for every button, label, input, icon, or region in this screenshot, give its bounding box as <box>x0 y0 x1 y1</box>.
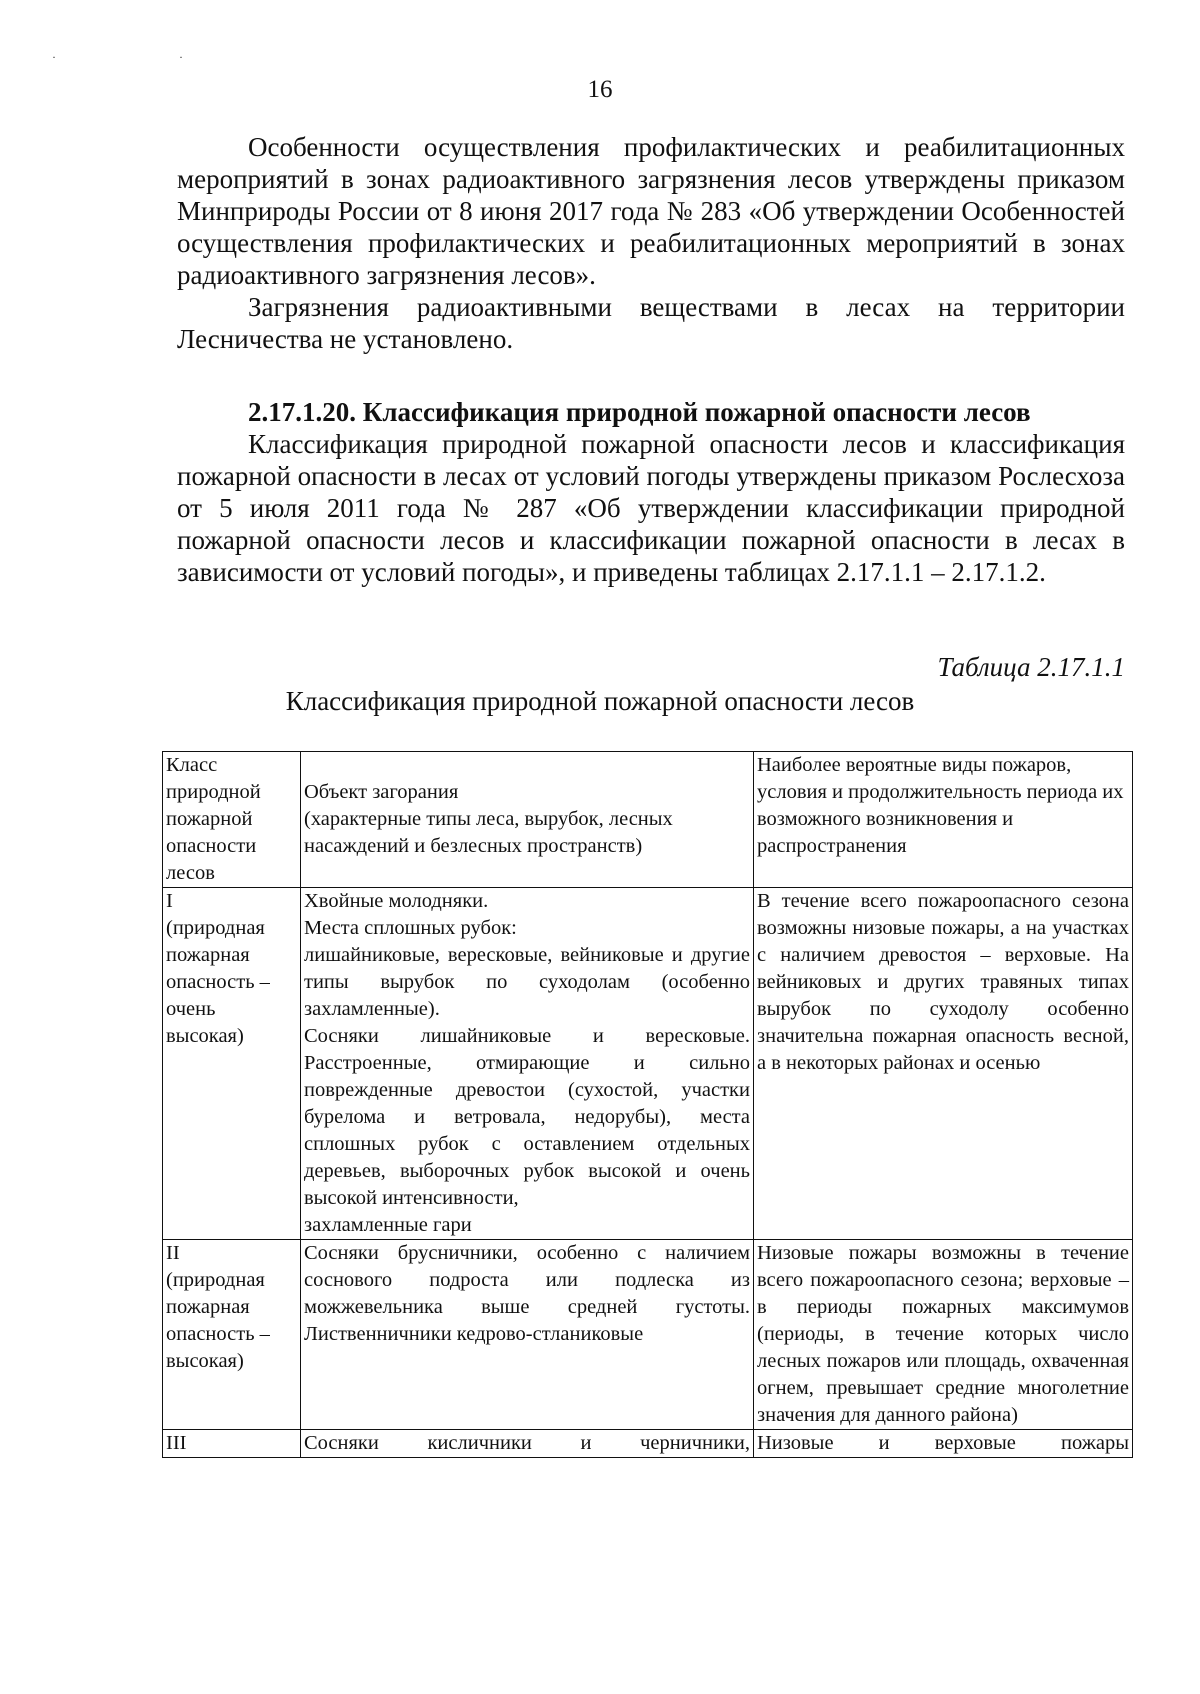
object-cell <box>301 1430 754 1458</box>
fire-types-cell <box>754 1430 1133 1458</box>
object-line: Места сплошных рубок: <box>304 917 517 939</box>
fire-types-text: В течение всего пожароопасного сезона возможны низовые пожары, а на участках с наличием древостоя – верховые. На вейниковых и других травяных типах вырубок по суходолу особенно значительна пожарная опасность весной, а в некоторых районах и осенью <box>757 890 1129 1074</box>
page-number: 16 <box>587 76 613 103</box>
header-object-subtitle: (характерные типы леса, вырубок, лесных насаждений и безлесных пространств) <box>304 808 673 857</box>
fire-types-text: Низовые и верховые пожары <box>757 1432 1129 1454</box>
object-line: Сосняки кисличники и черничники, <box>304 1432 750 1454</box>
header-object <box>301 752 754 888</box>
object-line: захламленные гари <box>304 1214 472 1236</box>
scan-specks: · · <box>52 50 243 64</box>
fire-types-text: Низовые пожары возможны в течение всего пожароопасного сезона; верховые – в периоды пожарных максимумов (периоды, в течение которых число лесных пожаров или площадь, охваченная огнем, превышает средние многолетние значения для данного района) <box>757 1242 1129 1426</box>
intro-paragraph-2: Загрязнения радиоактивными веществами в лесах на территории Лесничества не установлено. <box>177 292 1125 354</box>
object-cell <box>301 888 754 1240</box>
class-cell <box>163 888 301 1240</box>
header-fire-types <box>754 752 1133 888</box>
object-line: Сосняки лишайниковые и вересковые. Расстроенные, отмирающие и сильно поврежденные древостои (сухостой, участки бурелома и ветровала, недорубы), места сплошных рубок с оставлением отдельных деревьев, выборочных рубок высокой и очень высокой интенсивности, <box>304 1025 750 1209</box>
class-description: (природная пожарная опасность – высокая) <box>166 1269 270 1372</box>
class-number: II <box>166 1242 180 1264</box>
table-row <box>163 1430 1133 1458</box>
header-object-title: Объект загорания <box>304 781 459 803</box>
intro-paragraph-1: Особенности осуществления профилактических и реабилитационных мероприятий в зонах радиоактивного загрязнения лесов утверждены приказом Минприроды России от 8 июня 2017 года № 283 «Об утверждении Особенностей осуществления профилактических и реабилитационных мероприятий в зонах радиоактивного загрязнения лесов». <box>177 132 1125 290</box>
fire-types-cell <box>754 1240 1133 1430</box>
fire-types-cell <box>754 888 1133 1240</box>
class-number: I <box>166 890 173 912</box>
header-fire-types-text: Наиболее вероятные виды пожаров, условия и продолжительность периода их возможного возникновения и распространения <box>757 754 1124 857</box>
class-cell <box>163 1430 301 1458</box>
object-line: Сосняки брусничники, особенно с наличием соснового подроста или подлеска из можжевельника выше средней густоты. Лиственничники кедрово-стланиковые <box>304 1242 750 1345</box>
class-description: (природная пожарная опасность – очень высокая) <box>166 917 270 1047</box>
object-cell <box>301 1240 754 1430</box>
header-class <box>163 752 301 888</box>
intro-text <box>177 131 1125 355</box>
object-line: лишайниковые, вересковые, вейниковые и другие типы вырубок по суходолам (особенно захламленные). <box>304 944 750 1020</box>
table-header-row <box>163 752 1133 888</box>
table-title: Классификация природной пожарной опасности лесов <box>285 686 915 716</box>
table-row <box>163 1240 1133 1430</box>
section-heading: 2.17.1.20. Классификация природной пожарной опасности лесов <box>248 397 1031 427</box>
section-text <box>177 428 1125 588</box>
header-class-text: Класс природной пожарной опасности лесов <box>166 754 261 884</box>
fire-hazard-table <box>162 751 1133 1458</box>
class-cell <box>163 1240 301 1430</box>
section-paragraph: Классификация природной пожарной опасности лесов и классификация пожарной опасности в лесах от условий погоды утверждены приказом Рослесхоза от 5 июля 2011 года № 287 «Об утверждении классификации природной пожарной опасности лесов и классификации пожарной опасности в лесах в зависимости от условий погоды», и приведены таблицах 2.17.1.1 – 2.17.1.2. <box>177 429 1125 587</box>
class-number: III <box>166 1432 187 1454</box>
table-row <box>163 888 1133 1240</box>
object-line: Хвойные молодняки. <box>304 890 489 912</box>
table-number: Таблица 2.17.1.1 <box>937 652 1125 682</box>
